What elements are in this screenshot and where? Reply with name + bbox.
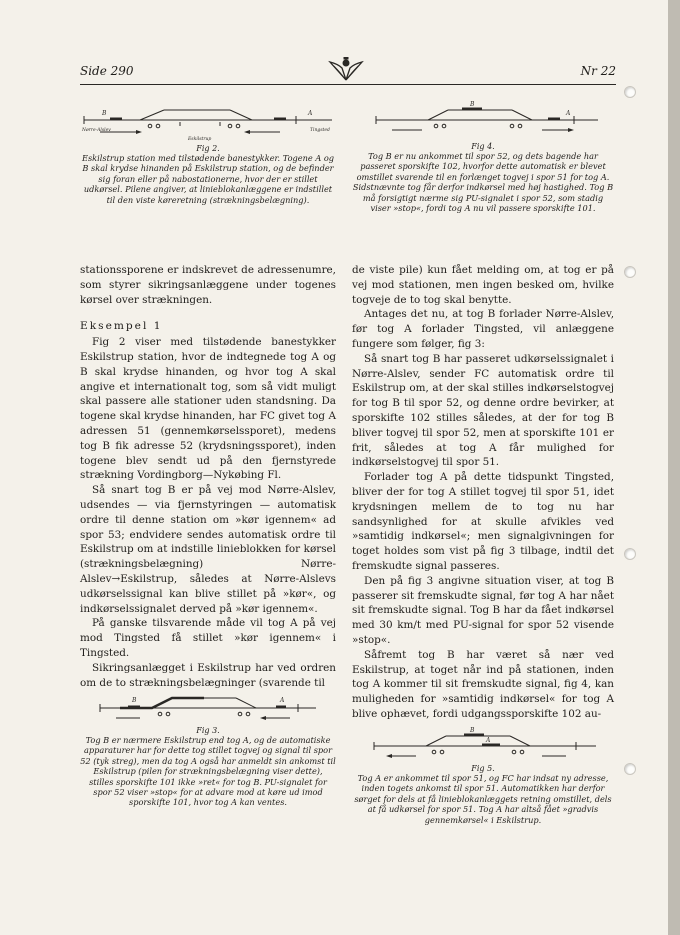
figure-3-title: Fig 3. [196, 726, 220, 735]
punch-hole [624, 763, 636, 775]
right-paragraph-1: Antages det nu, at tog B forlader Nørre-Alslev, før tog A forlader Tingsted, vil anlæggene fungere som følger, fig 3: [352, 308, 614, 350]
train-a-label: B [102, 110, 107, 117]
left-paragraph-3: På ganske tilsvarende måde vil tog A på vej mod Tingsted få stillet »kør igennem« i Tingsted. [80, 617, 336, 659]
figure-3-track-diagram [80, 688, 336, 724]
punch-hole [624, 86, 636, 98]
figure-4-title: Fig 4. [471, 142, 495, 151]
figure-5-track-diagram [352, 726, 614, 762]
figure-2-caption: Eskilstrup station med tilstødende banestykker. Togene A og B skal krydse hinanden på Eskilstrup station, og de befinder sig foran eller på nabostationerne, hvor der er stillet udkørsel. Pilene angiver, at linieblokanlæggene er indstillet til den viste køreretning (strækningsbelægning). [81, 153, 335, 205]
right-paragraph-0: de viste pile) kun fået melding om, at tog er på vej mod stationen, men ingen besked om, hvilke togveje de to tog skal benytte. [352, 264, 614, 306]
train-a-label: A [486, 737, 491, 744]
station-eskilstrup-label: Eskilstrup [188, 137, 212, 142]
train-a-label: A [280, 697, 285, 704]
train-a-label: A [566, 110, 571, 117]
left-paragraph-2: Så snart tog B er på vej mod Nørre-Alslev, udsendes — via fjernstyringen — automatisk ordre til denne station om »kør igennem« ad spor 53; endvidere sendes automatisk ordre til Eskilstrup om at indstille linieblokken for kørsel (strækningsbelægning) Nørre-Alslev→Eskilstrup, således at Nørre-Alslevs udkørselssignal kan blive stillet på »kør«, og indkørselssignalet derved på »kør igennem«. [80, 484, 336, 615]
train-b-label: B [470, 101, 475, 108]
right-paragraph-4: Den på fig 3 angivne situation viser, at tog B passerer sit fremskudte signal, før tog A har nået sit fremskudte signal. Tog B har da fået indkørsel med 30 km/t med PU-signal for spor 52 visende »stop«. [352, 574, 614, 646]
left-paragraph-4: Sikringsanlægget i Eskilstrup har ved ordren om de to strækningsbelægninger (svarende til [80, 661, 336, 689]
right-paragraph-2: Så snart tog B har passeret udkørselssignalet i Nørre-Alslev, sender FC automatisk ordre til Eskilstrup om, at der skal stilles indkørselstogvej for tog B til spor 52, og denne ordre bevirker, at sporskifte 102 stilles således, at der for tog B bliver togvej til spor 52, men at sporskifte 101 er frit, således at tog A får mulighed for indkørselstogvej til spor 51. [352, 352, 614, 469]
figure-4 [352, 100, 614, 213]
punch-hole [624, 548, 636, 560]
left-paragraph-0: stationssporene er indskrevet de adressenumre, som styrer sikringsanlæggene under togenes kørsel over strækningen. [80, 264, 336, 306]
station-norre-alslev-label: Nørre-Alslev [82, 128, 111, 133]
figure-5-caption: Tog A er ankommet til spor 51, og FC har indsat ny adresse, inden togets ankomst til spor 51. Automatikken har derfor sørget for dels at få linieblokanlæggets retning omstillet, dels at få udkørsel for spor 51. Tog A har altså fået »gradvis gennemkørsel« i Eskilstrup. [354, 773, 612, 825]
issue-number: Nr 22 [580, 64, 616, 78]
right-column [352, 263, 614, 722]
figure-4-caption: Tog B er nu ankommet til spor 52, og dets bagende har passeret sporskifte 102, hvorfor dette automatisk er blevet omstillet svarende til en forlænget togvej i spor 51 for tog A. Sidstnævnte tog får derfor indkørsel med høj hastighed. Tog B må forsigtigt nærme sig PU-signalet i spor 52, som stadig viser »stop«, fordi tog A nu vil passere sporskifte 101. [352, 151, 614, 214]
train-b-label: B [470, 727, 475, 734]
train-b-label: A [308, 110, 313, 117]
right-paragraph-5: Såfremt tog B har været så nær ved Eskilstrup, at toget når ind på stationen, inden tog A kommer til sit fremskudte signal, fig 4, kan muligheden for »samtidig indkørsel« for tog A blive ophævet, fordi udgangssporskifte 102 au- [352, 648, 614, 720]
train-b-label: B [132, 697, 137, 704]
right-paragraph-3: Forlader tog A på dette tidspunkt Tingsted, bliver der for tog A stillet togvej til spor 51, idet krydsningen mellem de to tog nu har sandsynlighed for at skulle afvikles ved »samtidig indkørsel«; men signalgivningen for toget holdes som vist på fig 3 tilbage, indtil det fremskudte signal passeres. [352, 471, 614, 572]
header-rule [80, 84, 616, 85]
example-heading: Eksempel 1 [80, 320, 163, 333]
page-edge [668, 0, 680, 935]
figure-5 [352, 726, 614, 825]
figure-3-caption: Tog B er nærmere Eskilstrup end tog A, og de automatiske apparaturer har for dette tog stillet togvej og signal til spor 52 (tyk streg), men da tog A også har anmeldt sin ankomst til Eskilstrup (pilen for strækningsbelægning viser dette), stilles sporskifte 101 ikke »ret« for tog B. PU-signalet for spor 52 viser »stop« for at advare mod at køre ud imod sporskifte 101, hvor tog A kan ventes. [80, 735, 336, 808]
figure-2-title: Fig 2. [196, 144, 220, 153]
figure-3 [80, 688, 336, 808]
figure-2-track-diagram [80, 100, 336, 142]
figure-4-track-diagram [352, 100, 614, 140]
dsb-winged-wheel-logo-icon [324, 54, 368, 84]
figure-5-title: Fig 5. [471, 764, 495, 773]
left-paragraph-1: Fig 2 viser med tilstødende banestykker Eskilstrup station, hvor de indtegnede tog A og B skal krydse hinanden, og hvor tog A skal angive et internationalt tog, som så vidt muligt skal passere alle stationer uden standsning. Da togene skal krydse hinanden, har FC givet tog A adressen 51 (gennemkørselssporet), medens tog B fik adresse 52 (krydsningssporet), inden togene blev sendt ud på den fjernstyrede strækning Vordingborg—Nykøbing Fl. [80, 336, 336, 482]
station-tingsted-label: Tingsted [310, 128, 330, 133]
page-number: Side 290 [80, 64, 134, 78]
punch-hole [624, 266, 636, 278]
left-column [80, 263, 336, 690]
figure-2 [80, 100, 336, 205]
page-header [80, 60, 616, 86]
